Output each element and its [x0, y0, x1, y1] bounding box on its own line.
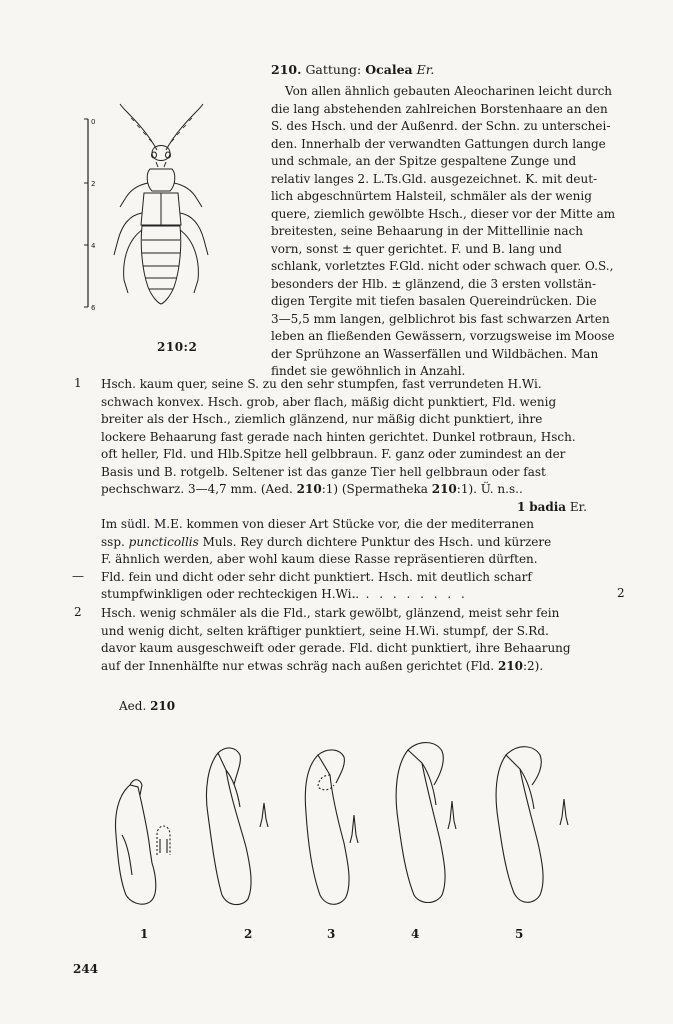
text-run: auf der Innenhälfte nur etwas schräg nach außen gerichtet (Fld. — [101, 658, 498, 673]
genus-number: 210. — [271, 62, 302, 77]
couplet-1-line: Hsch. kaum quer, seine S. zu den sehr stumpfen, fast verrundeten H.Wi. — [101, 377, 542, 391]
intro-line: der Sprühzone an Wasserfällen und Wildbächen. Man — [271, 346, 599, 361]
intro-line: die lang abstehenden zahlreichen Borstenhaare an den — [271, 101, 608, 116]
couplet-2-line: davor kaum ausgeschweift oder gerade. Fld. dicht punktiert, ihre Behaarung — [101, 641, 571, 655]
text-run: Aed. — [119, 699, 151, 713]
aedeagus-panel-3: 3 — [327, 927, 336, 941]
scale-tick-4: 4 — [91, 242, 96, 250]
text-run: Muls. Rey durch dichtere Punktur des Hsch. und kürzere — [198, 534, 552, 549]
alternate-line: stumpfwinkligen oder rechteckigen H.Wi.. — [101, 587, 360, 601]
couplet-1-line: schwach konvex. Hsch. grob, aber flach, mäßig dicht punktiert, Fld. wenig — [101, 394, 557, 409]
scale-tick-2: 2 — [91, 180, 96, 188]
intro-line: vorn, sonst ± quer gerichtet. F. und B. lang und — [271, 241, 562, 256]
note-line — [101, 534, 551, 551]
scale-tick-6: 6 — [91, 304, 96, 312]
alternate-dash: — — [72, 568, 84, 583]
beetle-caption: 210:2 — [157, 340, 198, 354]
intro-line: leben an fließenden Gewässern, vorzugsweise im Moose — [271, 329, 615, 343]
text-run: :1) (Spermatheka — [321, 482, 432, 496]
couplet-2-line: und wenig dicht, selten kräftiger punktiert, seine H.Wi. stumpf, der S.Rd. — [101, 623, 549, 638]
aedeagus-label — [119, 698, 175, 715]
subspecies-name: puncticollis — [128, 534, 199, 549]
leader-dots: . . . . . . . . . — [352, 587, 468, 601]
genus-author: Er. — [416, 62, 435, 77]
couplet-2-last-line — [101, 658, 543, 675]
intro-line: findet sie gewöhnlich in Anzahl. — [271, 364, 466, 378]
species-number: 1 — [517, 499, 526, 514]
intro-line: besonders der Hlb. ± glänzend, die 3 ersten vollstän- — [271, 276, 597, 291]
couplet-1-last-line — [101, 481, 523, 498]
intro-line: breitesten, seine Behaarung in der Mittellinie nach — [271, 224, 584, 238]
text-run: pechschwarz. 3—4,7 mm. (Aed. — [101, 482, 297, 496]
aedeagus-drawings — [100, 735, 600, 920]
text-run: ssp. — [101, 534, 129, 549]
text-run: :2). — [523, 658, 544, 673]
beetle-drawing — [80, 95, 260, 360]
intro-line: S. des Hsch. und der Außenrd. der Schn. zu unterschei- — [271, 119, 611, 133]
intro-line: quere, ziemlich gewölbte Hsch., dieser vor der Mitte am — [271, 206, 616, 221]
page-number: 244 — [73, 962, 99, 976]
aedeagus-panel-5: 5 — [515, 927, 524, 941]
intro-line: relativ langes 2. L.Ts.Gld. ausgezeichnet. K. mit deut- — [271, 171, 598, 186]
figure-ref: 210 — [497, 658, 523, 673]
genus-heading — [271, 61, 434, 78]
note-line: F. ähnlich werden, aber wohl kaum diese Rasse repräsentieren dürften. — [101, 552, 538, 566]
species-author: Er. — [569, 499, 587, 514]
couplet-1-number: 1 — [74, 376, 82, 390]
couplet-1-line: lockere Behaarung fast gerade nach hinten gerichtet. Dunkel rotbraun, Hsch. — [101, 429, 576, 444]
couplet-1-line: breiter als der Hsch., ziemlich glänzend, nur mäßig dicht punktiert, ihre — [101, 412, 543, 426]
intro-line: 3—5,5 mm langen, gelblichrot bis fast schwarzen Arten — [271, 311, 610, 326]
beetle-figure — [80, 95, 260, 360]
genus-word: Gattung: — [305, 62, 362, 77]
couplet-2-line: Hsch. wenig schmäler als die Fld., stark gewölbt, glänzend, meist sehr fein — [101, 606, 560, 620]
species-name: badia — [529, 499, 567, 514]
text-run: :1). Ü. n.s.. — [456, 482, 523, 496]
intro-line: lich abgeschnürtem Halsteil, schmäler als der wenig — [271, 189, 592, 203]
alternate-line: Fld. fein und dicht oder sehr dicht punktiert. Hsch. mit deutlich scharf — [101, 569, 532, 584]
intro-line: schlank, vorletztes F.Gld. nicht oder schwach quer. O.S., — [271, 259, 614, 273]
genus-name: Ocalea — [365, 62, 413, 77]
aedeagus-panel-2: 2 — [244, 927, 253, 941]
couplet-1-line: Basis und B. rotgelb. Seltener ist das ganze Tier hell gelbbraun oder fast — [101, 464, 546, 479]
couplet-2-number: 2 — [74, 605, 82, 619]
figure-ref: 210 — [150, 699, 176, 713]
note-line: Im südl. M.E. kommen von dieser Art Stücke vor, die der mediterranen — [101, 517, 534, 531]
intro-line: digen Tergite mit tiefen basalen Quereindrücken. Die — [271, 294, 597, 308]
intro-line: Von allen ähnlich gebauten Aleocharinen leicht durch — [285, 84, 613, 98]
aedeagus-panel-1: 1 — [140, 927, 149, 941]
figure-ref: 210 — [431, 482, 457, 496]
scale-tick-0: 0 — [91, 118, 96, 126]
intro-line: den. Innerhalb der verwandten Gattungen durch lange — [271, 136, 606, 151]
species-1-label — [517, 499, 587, 516]
aedeagus-panel-4: 4 — [411, 927, 420, 941]
figure-ref: 210 — [296, 482, 322, 496]
intro-line: und schmale, an der Spitze gespaltene Zunge und — [271, 154, 577, 168]
goto-couplet-2: 2 — [617, 586, 625, 600]
aedeagus-figure — [100, 735, 600, 920]
couplet-1-line: oft heller, Fld. und Hlb.Spitze hell gelbbraun. F. ganz oder zumindest an der — [101, 447, 566, 461]
